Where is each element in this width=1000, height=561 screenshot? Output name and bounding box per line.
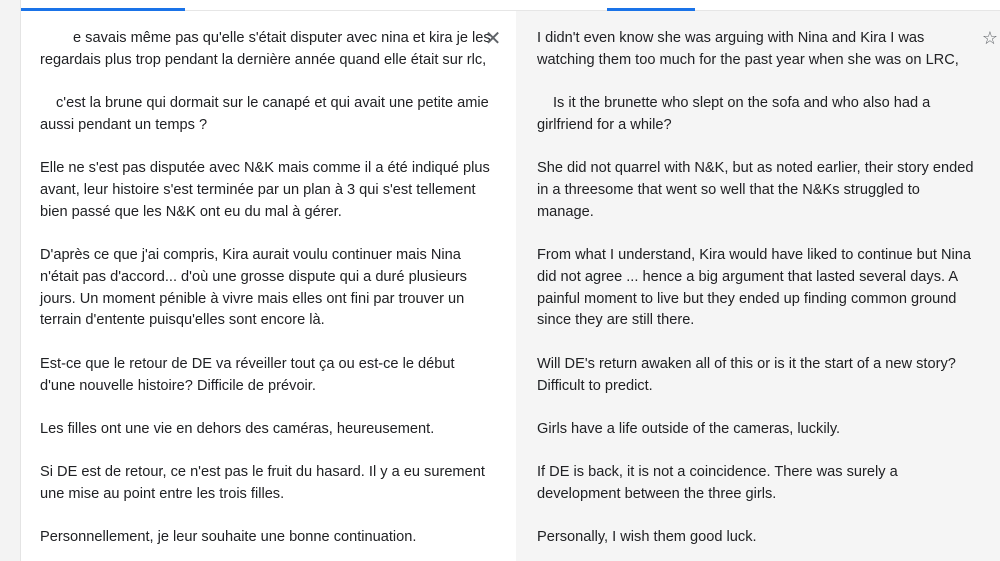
translation-line: development between the three girls.: [537, 485, 777, 502]
translation-line: From what I understand, Kira would have liked to continue but Nina: [537, 247, 972, 263]
source-line: terrain d'entente puisqu'elles sont encore là.: [40, 312, 325, 329]
star-icon[interactable]: ☆: [981, 28, 999, 48]
source-line: une mise au point entre les trois filles.: [40, 485, 285, 502]
source-line: bien passé que les N&K ont eu du mal à gérer.: [40, 203, 342, 220]
translation-line: since they are still there.: [537, 312, 695, 329]
translation-line: Is it the brunette who slept on the sofa and who also had a: [553, 95, 931, 111]
translation-line: I didn't even know she was arguing with Nina and Kira I was: [537, 30, 925, 46]
source-line: Personnellement, je leur souhaite une bonne continuation.: [40, 529, 417, 545]
translation-line: manage.: [537, 203, 594, 220]
translation-line: If DE is back, it is not a coincidence. There was surely a: [537, 464, 898, 480]
translation-line: watching them too much for the past year when she was on LRC,: [537, 51, 959, 68]
left-scroll-strip: [0, 0, 21, 561]
translation-line: painful moment to live but they ended up finding common ground: [537, 290, 957, 307]
translation-line: Girls have a life outside of the cameras, luckily.: [537, 421, 841, 437]
close-icon[interactable]: ✕: [484, 28, 502, 50]
source-line: e savais même pas qu'elle s'était disputer avec nina et kira je les: [73, 30, 491, 46]
translation-line: in a threesome that went so well that the N&Ks struggled to: [537, 181, 920, 198]
source-line: c'est la brune qui dormait sur le canapé et qui avait une petite amie: [56, 95, 489, 111]
source-line: Si DE est de retour, ce n'est pas le fruit du hasard. Il y a eu surement: [40, 464, 485, 480]
source-line: regardais plus trop pendant la dernière année quand elle était sur rlc,: [40, 51, 487, 68]
source-line: d'une nouvelle histoire? Difficile de prévoir.: [40, 377, 316, 394]
translation-line: girlfriend for a while?: [537, 116, 672, 133]
source-line: Les filles ont une vie en dehors des caméras, heureusement.: [40, 421, 435, 437]
translation-line: Difficult to predict.: [537, 377, 653, 394]
source-line: avant, leur histoire s'est terminée par un plan à 3 qui s'est tellement: [40, 181, 476, 198]
translation-line: She did not quarrel with N&K, but as noted earlier, their story ended: [537, 160, 974, 176]
translation-line: did not agree ... hence a big argument that lasted several days. A: [537, 268, 959, 285]
source-line: D'après ce que j'ai compris, Kira aurait voulu continuer mais Nina: [40, 247, 461, 263]
translation-line: Personally, I wish them good luck.: [537, 529, 757, 545]
source-line: jours. Un moment pénible à vivre mais elles ont fini par trouver un: [40, 290, 465, 307]
translation-line: Will DE's return awaken all of this or is it the start of a new story?: [537, 356, 956, 372]
source-line: Elle ne s'est pas disputée avec N&K mais comme il a été indiqué plus: [40, 160, 490, 176]
source-line: Est-ce que le retour de DE va réveiller tout ça ou est-ce le début: [40, 356, 455, 372]
source-line: aussi pendant un temps ?: [40, 116, 208, 133]
source-line: n'était pas d'accord... d'où une grosse dispute qui a duré plusieurs: [40, 268, 467, 285]
